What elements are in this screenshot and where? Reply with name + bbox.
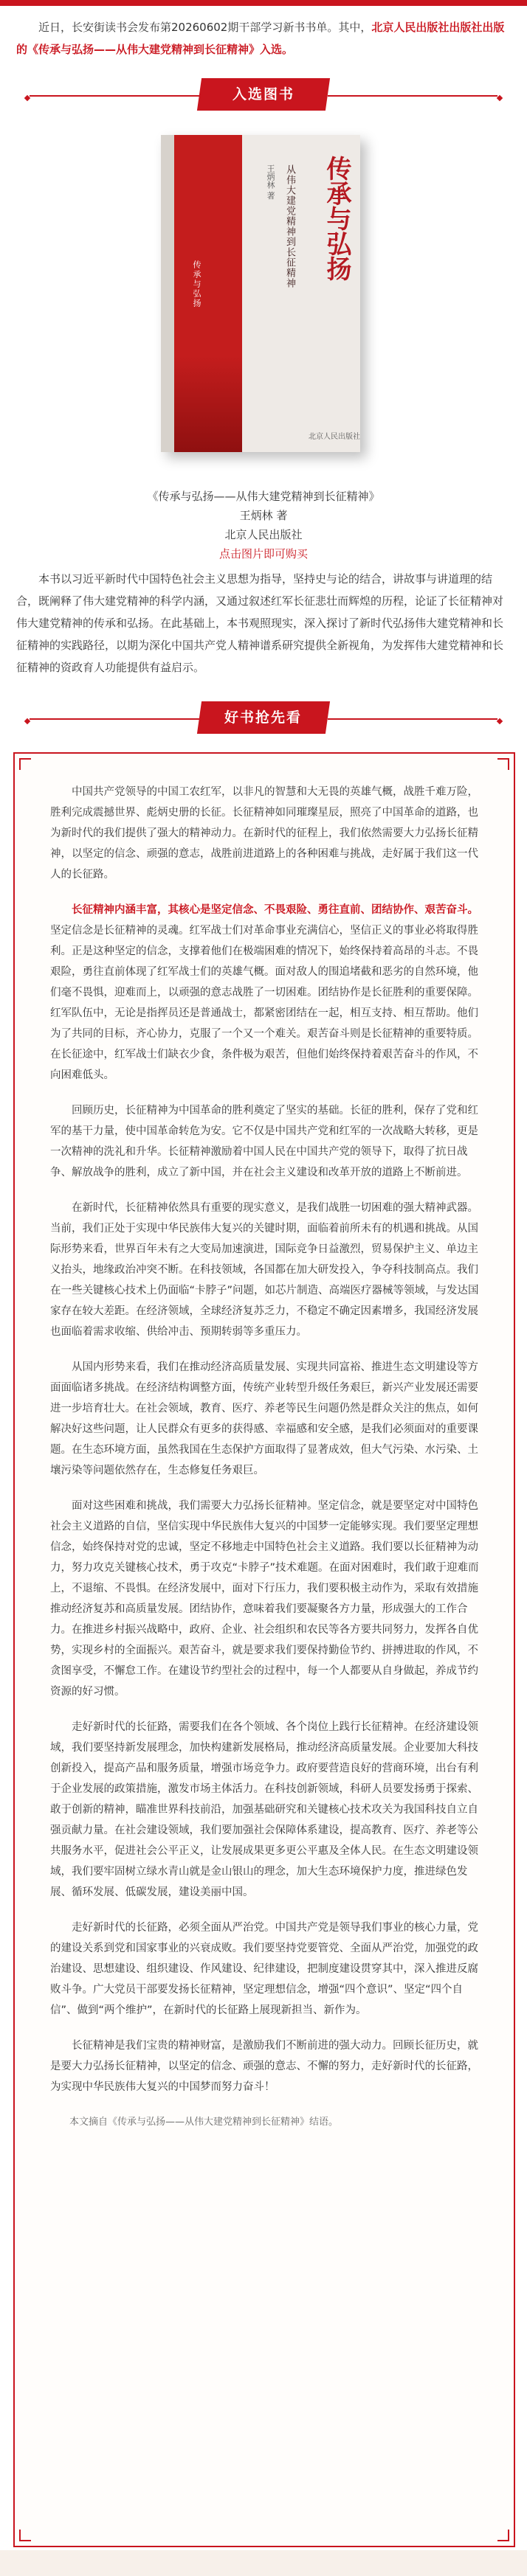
cover-red-gradient	[174, 356, 242, 452]
article-paragraph: 长征精神是我们宝贵的精神财富，是激励我们不断前进的强大动力。回顾长征历史，就是要大力弘扬长征精神，以坚定的信念、顽强的意志、不懈的努力，走好新时代的长征路，为实现中华民族伟大复兴的中国梦而努力奋斗！	[50, 2040, 478, 2093]
cover-subtitle: 从伟大建党精神到长征精神	[284, 164, 295, 288]
spine-title: 传承与弘扬	[192, 260, 202, 308]
corner-decoration	[497, 758, 509, 770]
article-paragraph: 从国内形势来看，我们在推动经济高质量发展、实现共同富裕、推进生态文明建设等方面面临诸多挑战。在经济结构调整方面，传统产业转型升级任务艰巨，新兴产业发展还需要进一步培育壮大。在社会领域，教育、医疗、养老等民生问题仍然是群众关注的焦点，如何解决好这些问题，让人民群众有更多的获得感、幸福感和安全感，是我们必须面对的重要课题。在生态环境方面，虽然我国在生态保护方面取得了显著成效，但大气污染、水污染、土壤污染等问题依然存在，生态修复任务艰巨。	[50, 1361, 478, 1476]
header-line-left	[30, 718, 199, 720]
book-caption	[0, 487, 527, 563]
book-summary: 本书以习近平新时代中国特色社会主义思想为指导，坚持史与论的结合，讲故事与讲道理的结合，既阐释了伟大建党精神的科学内涵，又通过叙述红军长征悲壮而辉煌的历程，论证了长征精神对伟大建党精神的传承和弘扬。在此基础上，本书观照现实，深入探讨了新时代弘扬伟大建党精神和长征精神的实践路径，以期为深化中国共产党人精神谱系研究提供全新视角，为发挥伟大建党精神和长征精神的资政育人功能提供有益启示。	[16, 572, 504, 674]
corner-decoration	[19, 758, 31, 770]
corner-decoration	[497, 2530, 509, 2541]
emphasis-text: 长征精神内涵丰富，其核心是坚定信念、不畏艰险、勇往直前、团结协作、艰苦奋斗。	[72, 904, 478, 916]
paragraph-text: 坚定信念是长征精神的灵魂。红军战士们对革命事业充满信心，坚信正义的事业必将取得胜利。正是这种坚定的信念，支撑着他们在极端困难的情况下，始终保持着高昂的斗志。不畏艰险，勇往直前体现了红军战士们的英雄气概。面对敌人的围追堵截和恶劣的自然环境，他们毫不畏惧，迎难而上，以顽强的意志战胜了一切困难。团结协作是长征胜利的重要保障。红军队伍中，无论是指挥员还是普通战士，都紧密团结在一起，相互支持、相互帮助。他们为了共同的目标，齐心协力，克服了一个又一个难关。艰苦奋斗则是长征精神的重要特质。在长征途中，红军战士们缺衣少食，条件极为艰苦，但他们始终保持着艰苦奋斗的作风，不向困难低头。	[50, 925, 478, 1081]
diamond-icon	[497, 718, 503, 724]
bottom-band	[0, 2550, 527, 2576]
diamond-icon	[497, 95, 503, 101]
section-header-selected-book	[0, 74, 527, 118]
section-header-preview	[0, 697, 527, 741]
article-paragraph: 在新时代，长征精神依然具有重要的现实意义，是我们战胜一切困难的强大精神武器。当前，我们正处于实现中华民族伟大复兴的关键时期，面临着前所未有的机遇和挑战。从国际形势来看，世界百年未有之大变局加速演进，国际竞争日益激烈，贸易保护主义、单边主义抬头，地缘政治冲突不断。在科技领域，各国都在加大研发投入，争夺科技制高点。我们在一些关键核心技术上仍面临“卡脖子”问题，如芯片制造、高端医疗器械等领域，与发达国家存在较大差距。在经济领域，全球经济复苏乏力，不稳定不确定因素增多，我国经济发展也面临着需求收缩、供给冲击、预期转弱等多重压力。	[50, 1202, 479, 1338]
article-paragraph: 走好新时代的长征路，必须全面从严治党。中国共产党是领导我们事业的核心力量，党的建设关系到党和国家事业的兴衰成败。我们要坚持党要管党、全面从严治党，加强党的政治建设、思想建设、组织建设、作风建设、纪律建设，把制度建设贯穿其中，深入推进反腐败斗争。广大党员干部要发扬长征精神，坚定理想信念，增强“四个意识”、坚定“四个自信”、做到“两个维护”，在新时代的长征路上展现新担当、新作为。	[50, 1922, 478, 2016]
top-accent-bar	[0, 0, 527, 6]
cover-author: 王炳林 著	[266, 164, 275, 200]
buy-link[interactable]: 点击图片即可购买	[218, 547, 308, 560]
article-paragraph: 走好新时代的长征路，需要我们在各个领域、各个岗位上践行长征精神。在经济建设领域，我们要坚持新发展理念，加快构建新发展格局，推动经济高质量发展。企业要加大科技创新投入，提高产品和服务质量，增强市场竞争力。政府要营造良好的营商环境，出台有利于企业发展的政策措施，激发市场主体活力。在科技创新领域，科研人员要发扬勇于探索、敢于创新的精神，瞄准世界科技前沿，加强基础研究和关键核心技术攻关为我国科技自立自强贡献力量。在社会建设领域，我们要加强社会保障体系建设，提高教育、医疗、养老等公共服务水平，促进社会公平正义，让发展成果更多更公平惠及全体人民。在生态文明建设领域，我们要牢固树立绿水青山就是金山银山的理念，加大生态环境保护力度，推进绿色发展、循环发展、低碳发展，建设美丽中国。	[50, 1721, 478, 1898]
book-cover[interactable]	[161, 135, 360, 452]
article-paragraph: 中国共产党领导的中国工农红军，以非凡的智慧和大无畏的英雄气概，战胜千难万险，胜利完成震撼世界、彪炳史册的长征。长征精神如同璀璨星辰，照亮了中国革命的道路，也为新时代的我们提供了强大的精神动力。在新时代的征程上，我们依然需要大力弘扬长征精神，以坚定的信念、顽强的意志，战胜前进道路上的各种困难与挑战，走好属于我们这一代人的长征路。	[50, 786, 478, 881]
cover-publisher: 北京人民出版社	[309, 433, 360, 441]
book-spine	[161, 135, 174, 452]
caption-title: 《传承与弘扬——从伟大建党精神到长征精神》	[147, 490, 380, 503]
header-line-right	[328, 718, 497, 720]
article-paragraph	[50, 900, 480, 1086]
header-line-right	[328, 95, 497, 97]
section-title: 入选图书	[197, 78, 330, 111]
book-cover-image[interactable]	[131, 129, 382, 461]
caption-publisher: 北京人民出版社	[224, 528, 303, 541]
cover-title: 传承与弘扬	[322, 156, 351, 281]
caption-author: 王炳林 著	[239, 509, 288, 522]
intro-text: 近日，长安街读书会发布第20260602期干部学习新书书单。其中，	[38, 21, 372, 34]
article-paragraph: 回顾历史，长征精神为中国革命的胜利奠定了坚实的基础。长征的胜利，保存了党和红军的基干力量，使中国革命转危为安。它不仅是中国共产党和红军的一次战略大转移，更是一次精神的洗礼和升华。长征精神激励着中国人民在中国共产党的领导下，取得了抗日战争、解放战争的胜利，成立了新中国，并在社会主义建设和改革开放的道路上不断前进。	[50, 1105, 478, 1178]
intro-highlight: 北京人民出版社出版社出版的《传承与弘扬——从伟大建党精神到长征精神》入选。	[16, 21, 505, 56]
article-footnote: 本文摘自《传承与弘扬——从伟大建党精神到长征精神》结语。	[69, 2117, 339, 2128]
header-line-left	[30, 95, 199, 97]
article-paragraph: 面对这些困难和挑战，我们需要大力弘扬长征精神。坚定信念，就是要坚定对中国特色社会主义道路的自信，坚信实现中华民族伟大复兴的中国梦一定能够实现。我们要坚定理想信念，始终保持对党的忠诚，坚定不移地走中国特色社会主义道路。我们要以长征精神为动力，努力攻克关键核心技术，勇于攻克“卡脖子”技术难题。在面对困难时，我们敢于迎难而上，不退缩、不畏惧。在经济发展中，面对下行压力，我们要积极主动作为，采取有效措施推动经济复苏和高质量发展。团结协作，意味着我们要凝聚各方力量，形成强大的工作合力。在推进乡村振兴战略中，政府、企业、社会组织和农民等各方要共同努力，发挥各自优势，实现乡村的全面振兴。艰苦奋斗，就是要求我们要保持勤俭节约、拼搏进取的作风，不贪图享受，不懈怠工作。在建设节约型社会的过程中，每一个人都要从自身做起，养成节约资源的好习惯。	[50, 1500, 479, 1698]
corner-decoration	[19, 2530, 31, 2541]
intro-paragraph	[16, 16, 511, 60]
article-box	[13, 752, 515, 2547]
section-title: 好书抢先看	[197, 701, 330, 734]
